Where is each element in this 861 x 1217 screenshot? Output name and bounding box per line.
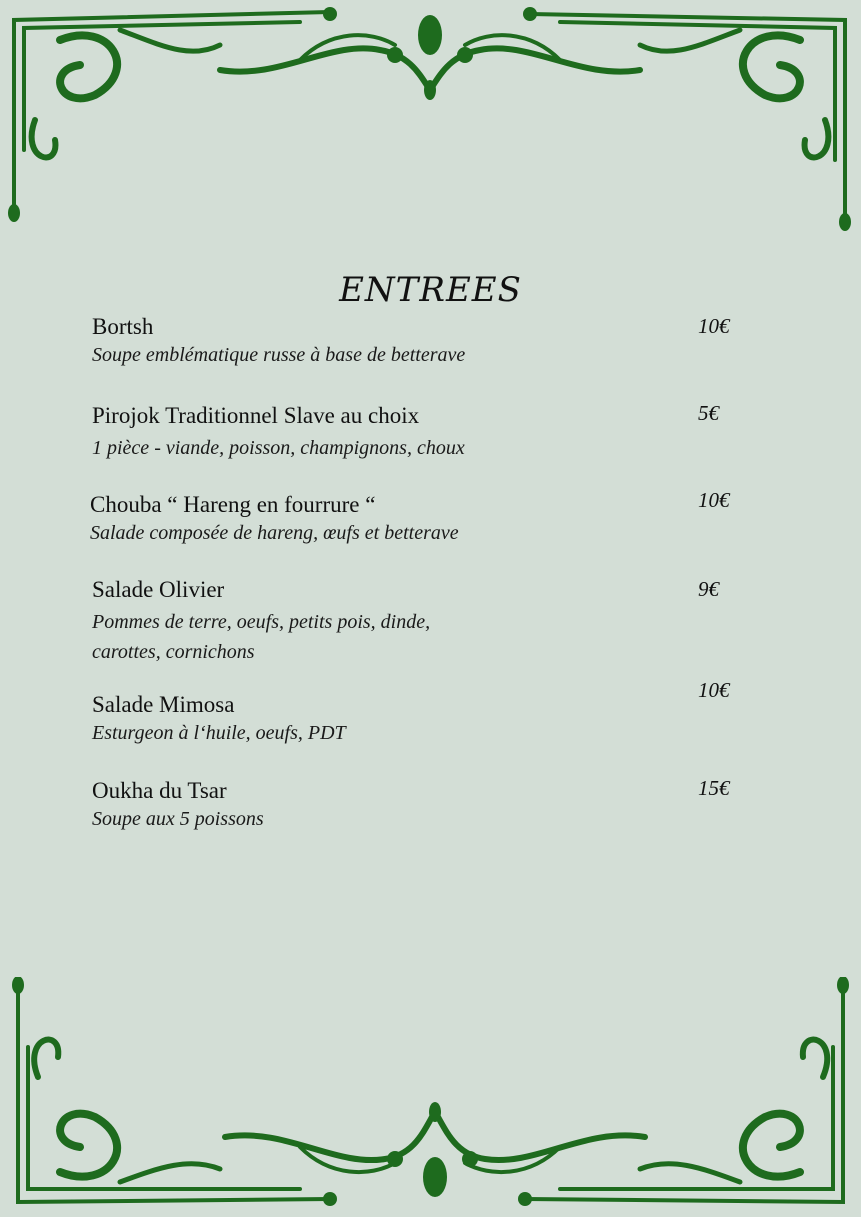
menu-item-oukha bbox=[92, 778, 792, 834]
menu-item-salade-mimosa bbox=[92, 678, 792, 748]
menu-item-pirojok bbox=[92, 403, 792, 463]
item-name: Pirojok Traditionnel Slave au choix bbox=[92, 403, 420, 428]
menu-item-salade-olivier bbox=[92, 577, 792, 667]
item-description: Soupe emblématique russe à base de betterave bbox=[92, 344, 466, 366]
item-price: 5€ bbox=[698, 401, 719, 425]
item-description: 1 pièce - viande, poisson, champignons, choux bbox=[92, 437, 465, 459]
item-description: Salade composée de hareng, œufs et betterave bbox=[90, 522, 459, 544]
item-description: Esturgeon à l‘huile, oeufs, PDT bbox=[92, 722, 346, 744]
item-name: Chouba “ Hareng en fourrure “ bbox=[90, 492, 376, 517]
item-description-continued: carottes, cornichons bbox=[92, 641, 255, 663]
menu-item-chouba bbox=[90, 488, 790, 548]
item-price: 10€ bbox=[698, 678, 730, 702]
item-name: Oukha du Tsar bbox=[92, 778, 227, 803]
item-name: Salade Mimosa bbox=[92, 692, 235, 717]
item-price: 9€ bbox=[698, 577, 719, 601]
floral-border-bottom-icon bbox=[0, 977, 861, 1217]
item-description: Soupe aux 5 poissons bbox=[92, 808, 264, 830]
item-description: Pommes de terre, oeufs, petits pois, dinde, bbox=[92, 611, 431, 633]
item-price: 10€ bbox=[698, 314, 730, 338]
item-price: 15€ bbox=[698, 776, 730, 800]
section-title: ENTREES bbox=[339, 270, 522, 310]
item-name: Bortsh bbox=[92, 314, 154, 339]
item-price: 10€ bbox=[698, 488, 730, 512]
menu-item-bortsh bbox=[92, 314, 792, 370]
item-name: Salade Olivier bbox=[92, 577, 225, 602]
floral-border-top-icon bbox=[0, 0, 861, 240]
